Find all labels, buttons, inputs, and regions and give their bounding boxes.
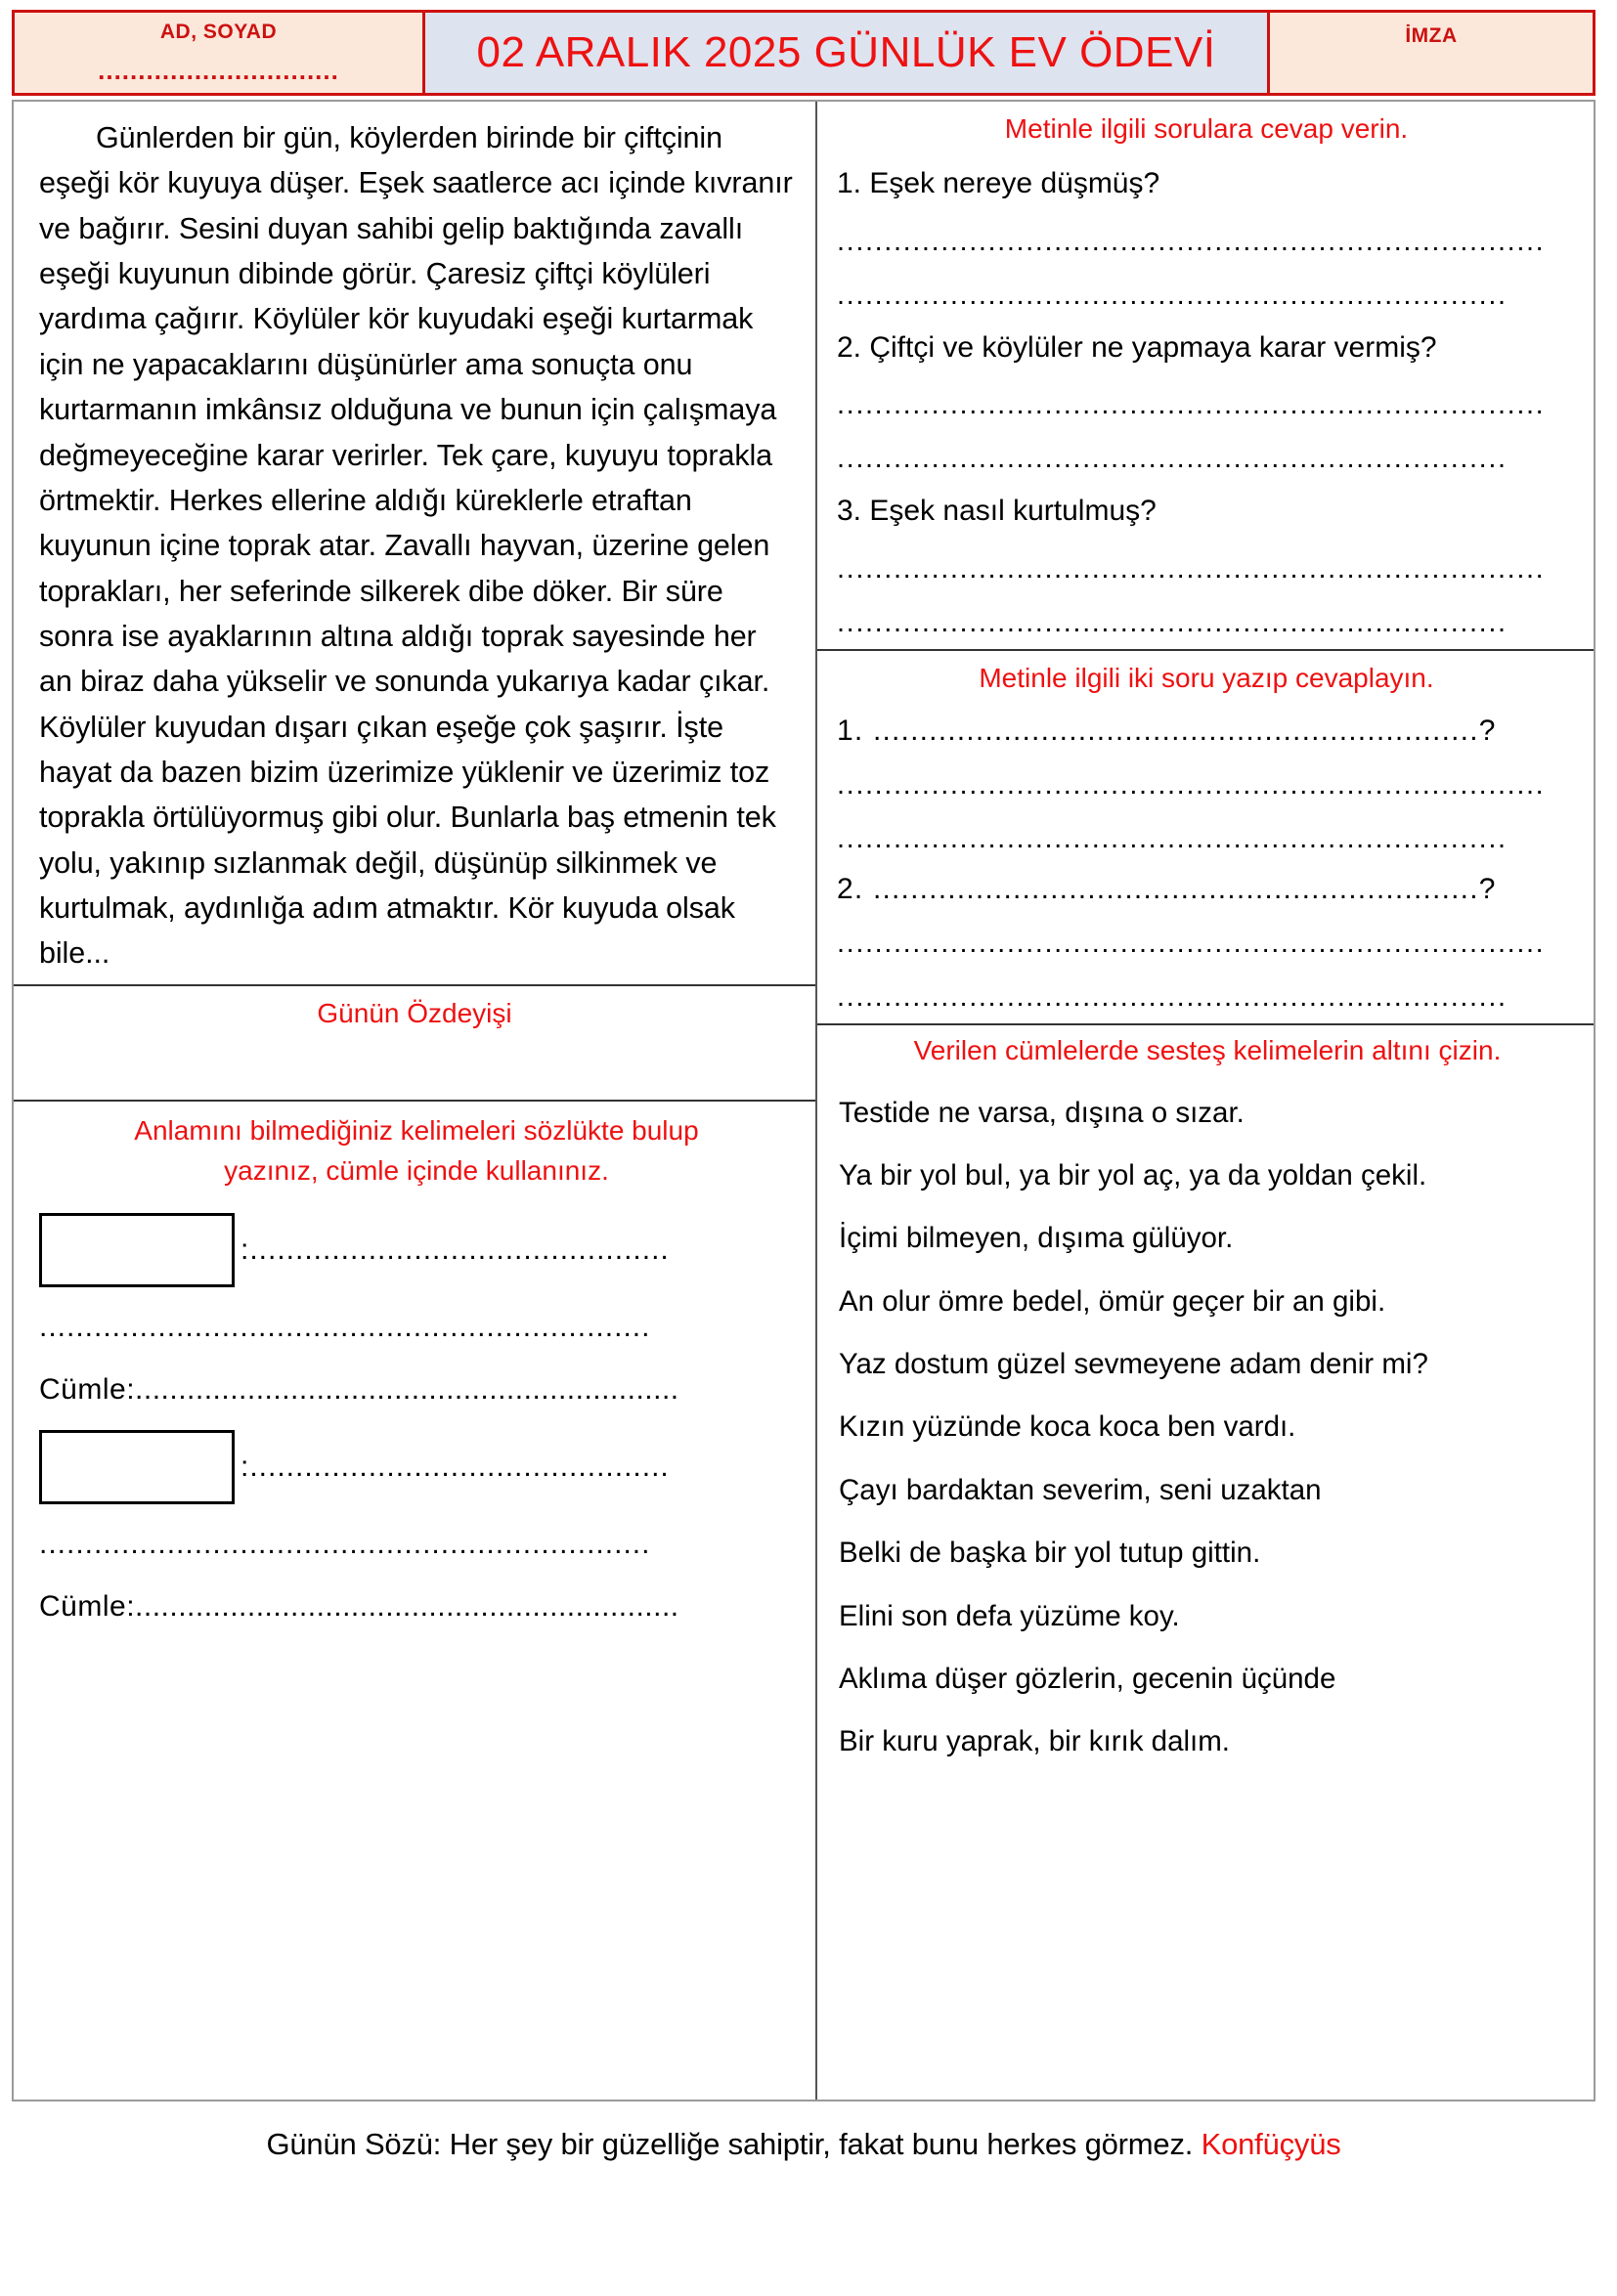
own-question-2-answer-line-1[interactable]: ........................................................................... bbox=[837, 929, 1546, 958]
signature-cell[interactable] bbox=[1270, 13, 1593, 93]
write-own-questions-block bbox=[817, 651, 1594, 1025]
homonym-sentence-4[interactable]: An olur ömre bedel, ömür geçer bir an gibi. bbox=[839, 1284, 1386, 1318]
word-input-box-2[interactable] bbox=[39, 1430, 235, 1504]
page-title: 02 ARALIK 2025 GÜNLÜK EV ÖDEVİ bbox=[476, 28, 1216, 76]
question-3-answer-line-1[interactable]: ........................................................................... bbox=[837, 554, 1546, 584]
dictionary-entry-1 bbox=[39, 1213, 794, 1287]
footer-quote bbox=[12, 2127, 1595, 2162]
homonym-sentence-9[interactable]: Elini son defa yüzüme koy. bbox=[839, 1599, 1180, 1632]
question-3-answer-line-2[interactable]: ....................................................................... bbox=[837, 608, 1508, 637]
homonym-sentence-1[interactable]: Testide ne varsa, dışına o sızar. bbox=[839, 1096, 1245, 1129]
question-1-answer-line-2[interactable]: ....................................................................... bbox=[837, 281, 1508, 310]
motto-heading: Günün Özdeyişi bbox=[317, 997, 512, 1028]
own-question-1-answer-line-2[interactable]: ....................................................................... bbox=[837, 824, 1508, 853]
sentence-blank-1[interactable] bbox=[39, 1375, 794, 1405]
homonym-sentence-8[interactable]: Belki de başka bir yol tutup gittin. bbox=[839, 1537, 1261, 1570]
word-input-box-1[interactable] bbox=[39, 1213, 235, 1287]
word-meaning-blank-2[interactable]: :.............................................. bbox=[240, 1451, 670, 1482]
worksheet-title-cell bbox=[425, 13, 1270, 93]
dictionary-heading-line1: Anlamını bilmediğiniz kelimeleri sözlükte bulup bbox=[134, 1114, 699, 1146]
worksheet-page bbox=[0, 10, 1617, 2296]
word-meaning-blank-1-cont[interactable]: ................................................................... bbox=[39, 1312, 651, 1342]
question-2-answer-line-1[interactable]: ........................................................................... bbox=[837, 391, 1546, 419]
question-1-answer-line-1[interactable]: ........................................................................... bbox=[837, 227, 1546, 256]
sentence-label-1: Cümle: bbox=[39, 1374, 136, 1405]
question-1: 1. Eşek nereye düşmüş? bbox=[837, 167, 1160, 199]
dictionary-entry-2 bbox=[39, 1430, 794, 1504]
homonym-sentence-11[interactable]: Bir kuru yaprak, bir kırık dalım. bbox=[839, 1725, 1230, 1758]
dictionary-section bbox=[14, 1102, 815, 2100]
question-2: 2. Çiftçi ve köylüler ne yapmaya karar vermiş? bbox=[837, 330, 1437, 364]
write-questions-heading: Metinle ilgili iki soru yazıp cevaplayın. bbox=[979, 662, 1434, 693]
reading-passage bbox=[14, 102, 815, 986]
comprehension-heading: Metinle ilgili sorulara cevap verin. bbox=[1004, 113, 1409, 144]
motto-box[interactable] bbox=[14, 986, 815, 1102]
sentence-dots-1[interactable]: ............................................................... bbox=[135, 1374, 679, 1405]
sentence-label-2: Cümle: bbox=[39, 1591, 136, 1622]
homonym-sentence-2[interactable]: Ya bir yol bul, ya bir yol aç, ya da yoldan çekil. bbox=[839, 1158, 1427, 1191]
own-question-1-answer-line-1[interactable]: ........................................................................... bbox=[837, 770, 1546, 800]
own-question-2-answer-line-2[interactable]: ....................................................................... bbox=[837, 982, 1508, 1012]
student-name-label: AD, SOYAD bbox=[159, 21, 278, 43]
homonym-sentence-5[interactable]: Yaz dostum güzel sevmeyene adam denir mi? bbox=[839, 1348, 1428, 1381]
left-column bbox=[14, 102, 817, 2100]
word-meaning-blank-1[interactable]: :.............................................. bbox=[240, 1235, 670, 1265]
own-question-1-prompt[interactable]: 1. .................................................................? bbox=[837, 715, 1497, 746]
homonym-sentence-10[interactable]: Aklıma düşer gözlerin, gecenin üçünde bbox=[839, 1663, 1336, 1696]
homonym-section bbox=[817, 1025, 1594, 2101]
homonym-sentence-7[interactable]: Çayı bardaktan severim, seni uzaktan bbox=[839, 1473, 1322, 1506]
worksheet-body bbox=[12, 100, 1595, 2101]
student-name-blank[interactable]: .............................. bbox=[98, 58, 339, 83]
homonym-heading: Verilen cümlelerde sesteş kelimelerin altını çizin. bbox=[913, 1034, 1502, 1065]
quote-text: Günün Sözü: Her şey bir güzelliğe sahiptir, fakat bunu herkes görmez. bbox=[266, 2127, 1194, 2161]
question-3: 3. Eşek nasıl kurtulmuş? bbox=[837, 495, 1157, 527]
passage-text: Günlerden bir gün, köylerden birinde bir çiftçinin eşeği kör kuyuya düşer. Eşek saatlerce acı içinde kıvranır ve bağırır. Sesini duyan sahibi gelip baktığında zavallı eşeği kuyunun dibinde görür. Çaresiz çiftçi köylüleri yardıma çağırır. Köylüler kör kuyudaki eşeği kurtarmak için ne yapacaklarını düşünürler ama sonuçta onu kurtarmanın imkânsız olduğuna ve bunun için çalışmaya değmeyeceğine karar verirler. Tek çare, kuyuyu toprakla örtmektir. Herkes ellerine aldığı küreklerle etraftan kuyunun içine toprak atar. Zavallı hayvan, üzerine gelen toprakları, her seferinde silkerek dibe döker. Bir süre sonra ise ayaklarının altına aldığı toprak sayesinde her an biraz daha yükselir ve sonunda yukarıya kadar çıkar. Köylüler kuyudan dışarı çıkan eşeğe çok şaşırır. İşte hayat da bazen bizim üzerimize yüklenir ve üzerimiz toz toprakla örtülüyormuş gibi olur. Bunlarla baş etmenin tek yolu, yakınıp sızlanmak değil, düşünüp silkinmek ve kurtulmak, aydınlığa adım atmaktır. Kör kuyuda olsak bile... bbox=[39, 121, 793, 971]
dictionary-heading-line2: yazınız, cümle içinde kullanınız. bbox=[224, 1154, 609, 1186]
worksheet-header bbox=[12, 10, 1595, 96]
sentence-dots-2[interactable]: ............................................................... bbox=[135, 1591, 679, 1622]
signature-label: İMZA bbox=[1405, 24, 1458, 47]
question-2-answer-line-2[interactable]: ....................................................................... bbox=[837, 445, 1508, 473]
comprehension-questions-block bbox=[817, 102, 1594, 651]
own-question-2-prompt[interactable]: 2. .................................................................? bbox=[837, 874, 1497, 904]
homonym-sentence-3[interactable]: İçimi bilmeyen, dışıma gülüyor. bbox=[839, 1222, 1234, 1255]
sentence-blank-2[interactable] bbox=[39, 1592, 794, 1622]
quote-author: Konfüçyüs bbox=[1201, 2127, 1341, 2161]
student-name-cell[interactable] bbox=[15, 13, 425, 93]
homonym-sentence-6[interactable]: Kızın yüzünde koca koca ben vardı. bbox=[839, 1410, 1296, 1444]
word-meaning-blank-2-cont[interactable]: ................................................................... bbox=[39, 1529, 651, 1559]
right-column bbox=[817, 102, 1594, 2100]
